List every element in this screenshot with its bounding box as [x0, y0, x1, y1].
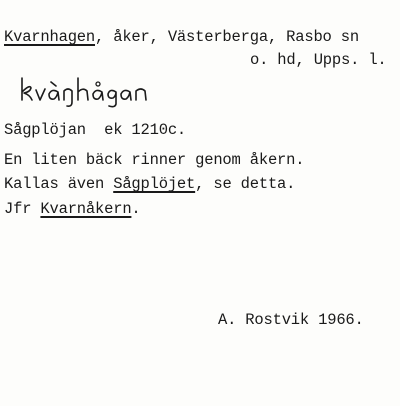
- place-name: Kvarnhagen: [4, 28, 96, 46]
- description-line-3: [4, 200, 141, 218]
- cross-reference-kvarnakern[interactable]: Kvarnåkern: [40, 200, 132, 218]
- card-header-line-1: [4, 28, 359, 46]
- cross-reference-sagplojet[interactable]: Sågplöjet: [113, 175, 196, 193]
- signature-line: A. Rostvik 1966.: [218, 311, 364, 329]
- description-text: Jfr: [4, 200, 41, 218]
- description-text: .: [131, 200, 141, 218]
- description-text: Kallas även: [4, 175, 114, 193]
- handwritten-phonetic-transcription: [18, 74, 168, 108]
- description-line-2: [4, 175, 295, 193]
- description-text: , se detta.: [195, 175, 296, 193]
- place-details: , åker, Västerberga, Rasbo sn: [95, 28, 359, 46]
- description-line-1: En liten bäck rinner genom åkern.: [4, 151, 305, 169]
- reference-line: Sågplöjan ek 1210c.: [4, 121, 187, 139]
- card-header-line-2: o. hd, Upps. l.: [250, 51, 387, 69]
